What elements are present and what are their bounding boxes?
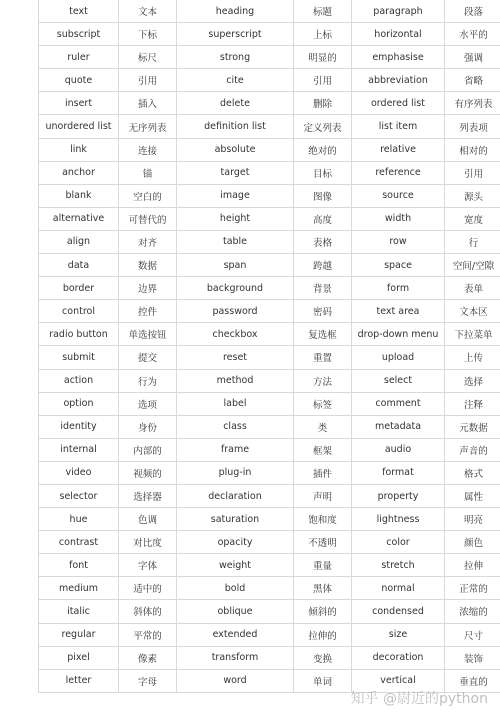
table-row xyxy=(39,461,500,484)
english-term-cell: italic xyxy=(39,600,119,623)
chinese-term-cell: 宽度 xyxy=(445,207,500,230)
watermark: 知乎 @尉近的python xyxy=(350,691,488,707)
english-term-cell: unordered list xyxy=(39,115,119,138)
chinese-term-cell: 删除 xyxy=(294,92,352,115)
english-term-cell: font xyxy=(39,554,119,577)
english-term-cell: target xyxy=(177,161,294,184)
chinese-term-cell: 格式 xyxy=(445,461,500,484)
table-row xyxy=(39,438,500,461)
english-term-cell: condensed xyxy=(352,600,445,623)
english-term-cell: form xyxy=(352,277,445,300)
chinese-term-cell: 类 xyxy=(294,415,352,438)
english-term-cell: subscript xyxy=(39,23,119,46)
english-term-cell: frame xyxy=(177,438,294,461)
english-term-cell: table xyxy=(177,230,294,253)
chinese-term-cell: 装饰 xyxy=(445,646,500,669)
chinese-term-cell: 垂直的 xyxy=(445,669,500,692)
chinese-term-cell: 插件 xyxy=(294,461,352,484)
english-term-cell: label xyxy=(177,392,294,415)
chinese-term-cell: 无序列表 xyxy=(119,115,177,138)
chinese-term-cell: 明亮 xyxy=(445,508,500,531)
chinese-term-cell: 可替代的 xyxy=(119,207,177,230)
english-term-cell: word xyxy=(177,669,294,692)
chinese-term-cell: 内部的 xyxy=(119,438,177,461)
english-term-cell: selector xyxy=(39,484,119,507)
english-term-cell: contrast xyxy=(39,531,119,554)
english-term-cell: abbreviation xyxy=(352,69,445,92)
chinese-term-cell: 空白的 xyxy=(119,184,177,207)
chinese-term-cell: 引用 xyxy=(119,69,177,92)
english-term-cell: declaration xyxy=(177,484,294,507)
chinese-term-cell: 空间/空隙 xyxy=(445,254,500,277)
english-term-cell: checkbox xyxy=(177,323,294,346)
table-row xyxy=(39,369,500,392)
english-term-cell: image xyxy=(177,184,294,207)
table-row xyxy=(39,138,500,161)
chinese-term-cell: 字母 xyxy=(119,669,177,692)
table-row xyxy=(39,0,500,23)
english-term-cell: identity xyxy=(39,415,119,438)
english-term-cell: transform xyxy=(177,646,294,669)
table-row xyxy=(39,323,500,346)
chinese-term-cell: 引用 xyxy=(294,69,352,92)
chinese-term-cell: 注释 xyxy=(445,392,500,415)
english-term-cell: lightness xyxy=(352,508,445,531)
chinese-term-cell: 提交 xyxy=(119,346,177,369)
chinese-term-cell: 标题 xyxy=(294,0,352,23)
english-term-cell: delete xyxy=(177,92,294,115)
chinese-term-cell: 重置 xyxy=(294,346,352,369)
chinese-term-cell: 文本区 xyxy=(445,300,500,323)
english-term-cell: submit xyxy=(39,346,119,369)
chinese-term-cell: 列表项 xyxy=(445,115,500,138)
english-term-cell: select xyxy=(352,369,445,392)
english-term-cell: emphasise xyxy=(352,46,445,69)
english-term-cell: method xyxy=(177,369,294,392)
english-term-cell: absolute xyxy=(177,138,294,161)
chinese-term-cell: 连接 xyxy=(119,138,177,161)
chinese-term-cell: 色调 xyxy=(119,508,177,531)
english-term-cell: normal xyxy=(352,577,445,600)
chinese-term-cell: 上传 xyxy=(445,346,500,369)
chinese-term-cell: 段落 xyxy=(445,0,500,23)
chinese-term-cell: 明显的 xyxy=(294,46,352,69)
english-term-cell: hue xyxy=(39,508,119,531)
english-term-cell: regular xyxy=(39,623,119,646)
chinese-term-cell: 边界 xyxy=(119,277,177,300)
english-term-cell: control xyxy=(39,300,119,323)
table-row xyxy=(39,207,500,230)
table-row xyxy=(39,300,500,323)
chinese-term-cell: 单选按钮 xyxy=(119,323,177,346)
chinese-term-cell: 适中的 xyxy=(119,577,177,600)
chinese-term-cell: 选项 xyxy=(119,392,177,415)
english-term-cell: ruler xyxy=(39,46,119,69)
chinese-term-cell: 声明 xyxy=(294,484,352,507)
english-term-cell: anchor xyxy=(39,161,119,184)
table-row xyxy=(39,346,500,369)
table-row xyxy=(39,115,500,138)
english-term-cell: video xyxy=(39,461,119,484)
english-term-cell: space xyxy=(352,254,445,277)
english-term-cell: medium xyxy=(39,577,119,600)
chinese-term-cell: 下拉菜单 xyxy=(445,323,500,346)
english-term-cell: definition list xyxy=(177,115,294,138)
chinese-term-cell: 拉伸的 xyxy=(294,623,352,646)
english-term-cell: superscript xyxy=(177,23,294,46)
table-row xyxy=(39,277,500,300)
chinese-term-cell: 密码 xyxy=(294,300,352,323)
english-term-cell: bold xyxy=(177,577,294,600)
chinese-term-cell: 水平的 xyxy=(445,23,500,46)
table-row xyxy=(39,508,500,531)
chinese-term-cell: 对齐 xyxy=(119,230,177,253)
chinese-term-cell: 强调 xyxy=(445,46,500,69)
chinese-term-cell: 有序列表 xyxy=(445,92,500,115)
english-term-cell: cite xyxy=(177,69,294,92)
english-term-cell: align xyxy=(39,230,119,253)
chinese-term-cell: 重量 xyxy=(294,554,352,577)
table-row xyxy=(39,23,500,46)
english-term-cell: ordered list xyxy=(352,92,445,115)
english-term-cell: property xyxy=(352,484,445,507)
chinese-term-cell: 控件 xyxy=(119,300,177,323)
chinese-term-cell: 复选框 xyxy=(294,323,352,346)
english-term-cell: upload xyxy=(352,346,445,369)
english-term-cell: relative xyxy=(352,138,445,161)
vocabulary-table xyxy=(38,0,500,693)
chinese-term-cell: 选择器 xyxy=(119,484,177,507)
chinese-term-cell: 定义列表 xyxy=(294,115,352,138)
chinese-term-cell: 标签 xyxy=(294,392,352,415)
english-term-cell: insert xyxy=(39,92,119,115)
chinese-term-cell: 省略 xyxy=(445,69,500,92)
english-term-cell: list item xyxy=(352,115,445,138)
chinese-term-cell: 下标 xyxy=(119,23,177,46)
english-term-cell: comment xyxy=(352,392,445,415)
english-term-cell: action xyxy=(39,369,119,392)
chinese-term-cell: 标尺 xyxy=(119,46,177,69)
table-row xyxy=(39,669,500,692)
english-term-cell: horizontal xyxy=(352,23,445,46)
english-term-cell: width xyxy=(352,207,445,230)
english-term-cell: metadata xyxy=(352,415,445,438)
english-term-cell: size xyxy=(352,623,445,646)
english-term-cell: color xyxy=(352,531,445,554)
chinese-term-cell: 平常的 xyxy=(119,623,177,646)
chinese-term-cell: 变换 xyxy=(294,646,352,669)
english-term-cell: reference xyxy=(352,161,445,184)
english-term-cell: data xyxy=(39,254,119,277)
english-term-cell: audio xyxy=(352,438,445,461)
chinese-term-cell: 目标 xyxy=(294,161,352,184)
chinese-term-cell: 表单 xyxy=(445,277,500,300)
chinese-term-cell: 饱和度 xyxy=(294,508,352,531)
table-row xyxy=(39,415,500,438)
chinese-term-cell: 单词 xyxy=(294,669,352,692)
chinese-term-cell: 行 xyxy=(445,230,500,253)
chinese-term-cell: 倾斜的 xyxy=(294,600,352,623)
english-term-cell: reset xyxy=(177,346,294,369)
english-term-cell: alternative xyxy=(39,207,119,230)
chinese-term-cell: 表格 xyxy=(294,230,352,253)
chinese-term-cell: 字体 xyxy=(119,554,177,577)
table-row xyxy=(39,46,500,69)
english-term-cell: height xyxy=(177,207,294,230)
chinese-term-cell: 斜体的 xyxy=(119,600,177,623)
chinese-term-cell: 锚 xyxy=(119,161,177,184)
english-term-cell: opacity xyxy=(177,531,294,554)
table-row xyxy=(39,230,500,253)
english-term-cell: blank xyxy=(39,184,119,207)
english-term-cell: plug-in xyxy=(177,461,294,484)
chinese-term-cell: 方法 xyxy=(294,369,352,392)
english-term-cell: letter xyxy=(39,669,119,692)
chinese-term-cell: 黑体 xyxy=(294,577,352,600)
english-term-cell: text area xyxy=(352,300,445,323)
table-row xyxy=(39,554,500,577)
chinese-term-cell: 不透明 xyxy=(294,531,352,554)
english-term-cell: decoration xyxy=(352,646,445,669)
english-term-cell: weight xyxy=(177,554,294,577)
table-row xyxy=(39,392,500,415)
english-term-cell: paragraph xyxy=(352,0,445,23)
vocabulary-sheet xyxy=(38,0,495,693)
chinese-term-cell: 背景 xyxy=(294,277,352,300)
english-term-cell: span xyxy=(177,254,294,277)
chinese-term-cell: 声音的 xyxy=(445,438,500,461)
english-term-cell: internal xyxy=(39,438,119,461)
english-term-cell: background xyxy=(177,277,294,300)
english-term-cell: pixel xyxy=(39,646,119,669)
english-term-cell: stretch xyxy=(352,554,445,577)
table-row xyxy=(39,92,500,115)
chinese-term-cell: 文本 xyxy=(119,0,177,23)
table-row xyxy=(39,161,500,184)
table-row xyxy=(39,646,500,669)
chinese-term-cell: 数据 xyxy=(119,254,177,277)
chinese-term-cell: 尺寸 xyxy=(445,623,500,646)
vocabulary-table-body xyxy=(39,0,500,692)
english-term-cell: link xyxy=(39,138,119,161)
english-term-cell: quote xyxy=(39,69,119,92)
english-term-cell: option xyxy=(39,392,119,415)
table-row xyxy=(39,69,500,92)
chinese-term-cell: 对比度 xyxy=(119,531,177,554)
english-term-cell: oblique xyxy=(177,600,294,623)
chinese-term-cell: 上标 xyxy=(294,23,352,46)
table-row xyxy=(39,623,500,646)
chinese-term-cell: 像素 xyxy=(119,646,177,669)
chinese-term-cell: 框架 xyxy=(294,438,352,461)
english-term-cell: vertical xyxy=(352,669,445,692)
chinese-term-cell: 浓缩的 xyxy=(445,600,500,623)
table-row xyxy=(39,600,500,623)
table-row xyxy=(39,254,500,277)
chinese-term-cell: 身份 xyxy=(119,415,177,438)
english-term-cell: text xyxy=(39,0,119,23)
table-row xyxy=(39,531,500,554)
chinese-term-cell: 相对的 xyxy=(445,138,500,161)
english-term-cell: extended xyxy=(177,623,294,646)
chinese-term-cell: 插入 xyxy=(119,92,177,115)
english-term-cell: source xyxy=(352,184,445,207)
english-term-cell: border xyxy=(39,277,119,300)
chinese-term-cell: 属性 xyxy=(445,484,500,507)
chinese-term-cell: 高度 xyxy=(294,207,352,230)
chinese-term-cell: 选择 xyxy=(445,369,500,392)
english-term-cell: format xyxy=(352,461,445,484)
english-term-cell: strong xyxy=(177,46,294,69)
chinese-term-cell: 颜色 xyxy=(445,531,500,554)
english-term-cell: class xyxy=(177,415,294,438)
table-row xyxy=(39,577,500,600)
chinese-term-cell: 正常的 xyxy=(445,577,500,600)
english-term-cell: saturation xyxy=(177,508,294,531)
english-term-cell: row xyxy=(352,230,445,253)
chinese-term-cell: 源头 xyxy=(445,184,500,207)
english-term-cell: drop-down menu xyxy=(352,323,445,346)
chinese-term-cell: 跨越 xyxy=(294,254,352,277)
english-term-cell: radio button xyxy=(39,323,119,346)
chinese-term-cell: 视频的 xyxy=(119,461,177,484)
english-term-cell: heading xyxy=(177,0,294,23)
english-term-cell: password xyxy=(177,300,294,323)
chinese-term-cell: 绝对的 xyxy=(294,138,352,161)
chinese-term-cell: 拉伸 xyxy=(445,554,500,577)
chinese-term-cell: 行为 xyxy=(119,369,177,392)
table-row xyxy=(39,184,500,207)
chinese-term-cell: 元数据 xyxy=(445,415,500,438)
chinese-term-cell: 引用 xyxy=(445,161,500,184)
table-row xyxy=(39,484,500,507)
chinese-term-cell: 图像 xyxy=(294,184,352,207)
